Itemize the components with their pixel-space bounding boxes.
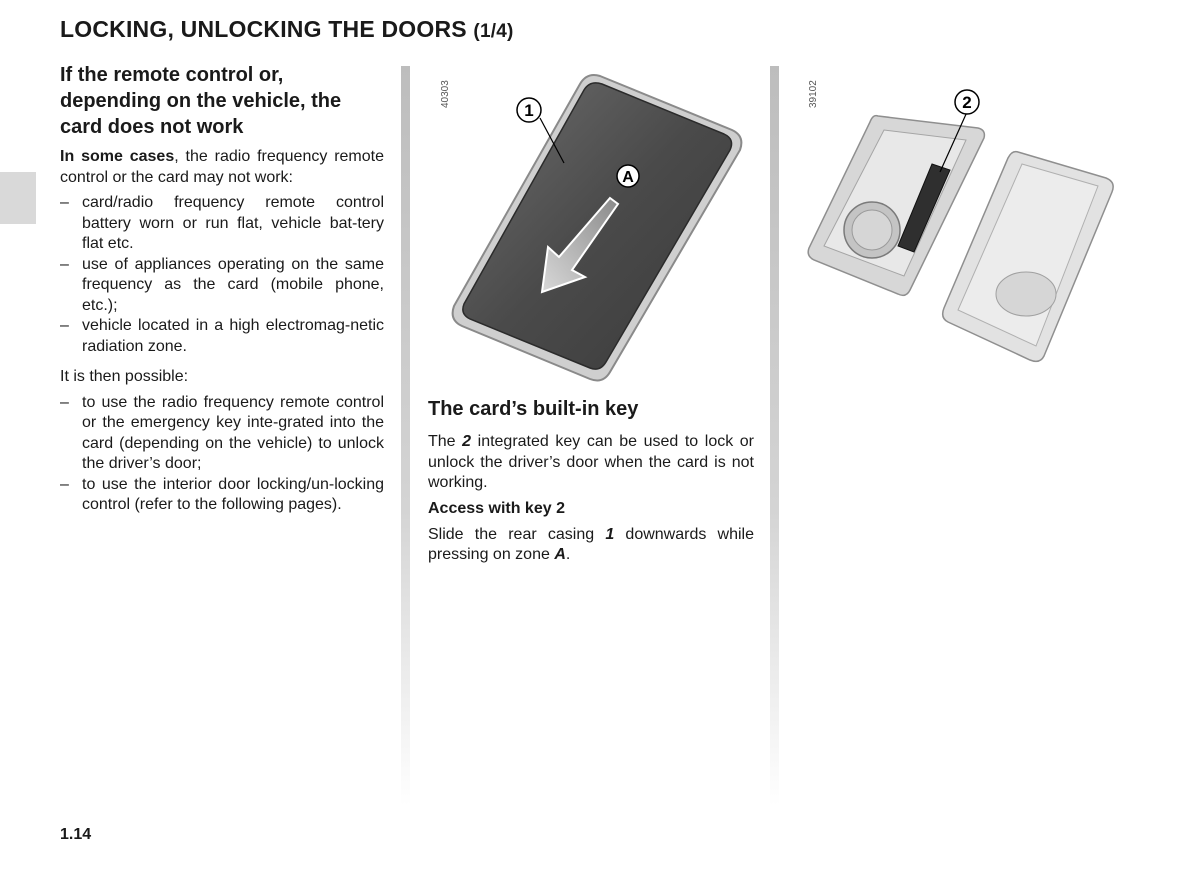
intro-rest: , the radio frequency remote control or the card may not work: [60, 148, 384, 186]
page-title-text: LOCKING, UNLOCKING THE DOORS [60, 16, 467, 42]
key-illustration [800, 80, 1130, 380]
column-divider-right [770, 66, 779, 806]
key-image-code: 39102 [808, 80, 819, 108]
middle-column [428, 396, 754, 571]
chapter-thumb-tab [0, 172, 36, 224]
access-paragraph [428, 525, 754, 566]
list-item-text: card/radio frequency remote control battery worn or run flat, vehicle bat-tery flat etc. [82, 194, 384, 252]
para2-end: . [565, 546, 571, 563]
para2-zone: A [554, 546, 566, 563]
list-item [60, 475, 384, 516]
intro-paragraph [60, 147, 384, 188]
list-item [60, 393, 384, 475]
para1-pre: The [428, 433, 463, 450]
section-heading-built-in-key: The card’s built-in key [428, 398, 639, 420]
callout-2-label: 2 [962, 93, 972, 112]
list-item-text: to use the interior door locking/un-locking control (refer to the following pages). [82, 475, 384, 513]
para2-mid: downwards while pressing on zone [428, 525, 754, 563]
list-dash: – [60, 475, 69, 493]
card-rear-casing [943, 152, 1113, 362]
para1-number: 2 [462, 433, 472, 450]
options-list [60, 393, 384, 516]
page-title-suffix: (1/4) [473, 21, 514, 42]
causes-list [60, 193, 384, 357]
built-in-key-paragraph [428, 432, 754, 494]
page-number: 1.14 [60, 826, 92, 843]
possible-intro: It is then possible: [60, 368, 189, 385]
intro-bold: In some cases [60, 148, 175, 165]
list-item-text: use of appliances operating on the same frequency as the card (mobile phone, etc.); [82, 255, 384, 314]
page-title [60, 16, 514, 43]
callout-a-label: A [622, 169, 634, 186]
list-item [60, 193, 384, 255]
card-illustration [440, 70, 760, 390]
list-item [60, 316, 384, 357]
para2-pre: Slide the rear casing [428, 525, 606, 543]
card-open-casing [808, 116, 984, 296]
callout-1-label: 1 [524, 101, 534, 120]
subheading-access-key: Access with key 2 [428, 499, 565, 517]
left-column [60, 62, 384, 526]
list-item-text: vehicle located in a high electromag-netic radiation zone. [82, 317, 384, 355]
callout-a [617, 165, 639, 187]
column-divider-left [401, 66, 410, 806]
card-image-code: 40303 [440, 80, 451, 108]
para1-post: integrated key can be used to lock or unlock the driver’s door when the card is not working. [428, 433, 755, 491]
list-item-text: to use the radio frequency remote control or the emergency key inte-grated into the card (depending on the vehicle) to unlock the driver’s door; [82, 393, 384, 472]
list-item [60, 255, 384, 317]
list-dash: – [60, 393, 69, 411]
para2-number: 1 [605, 525, 615, 543]
list-dash: – [60, 317, 69, 334]
list-dash: – [60, 255, 69, 273]
section-heading-remote-fails: If the remote control or, depending on the vehicle, the card does not work [60, 64, 342, 138]
list-dash: – [60, 194, 69, 211]
